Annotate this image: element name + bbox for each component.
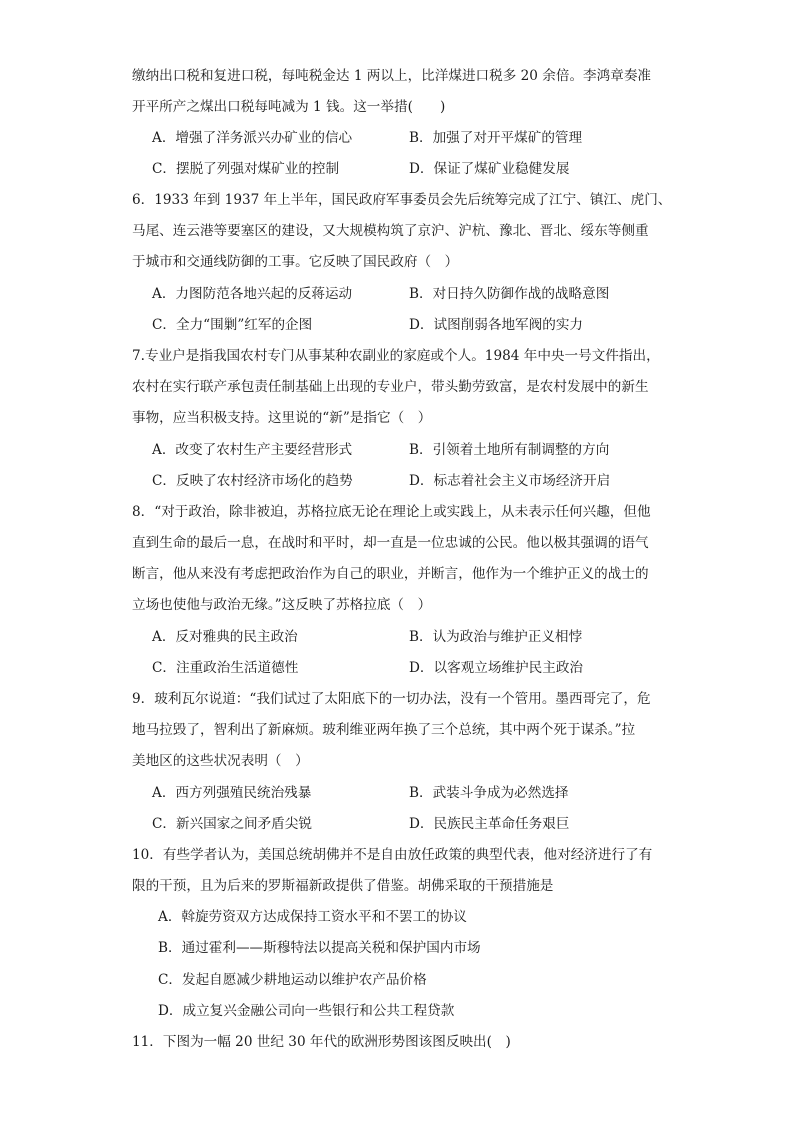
question-5-option-c: C．摆脱了列强对煤矿业的控制: [152, 161, 340, 177]
question-8-option-b: B．认为政治与维护正义相悖: [409, 629, 583, 645]
question-10-option-d: D．成立复兴金融公司向一些银行和公共工程贷款: [158, 1003, 455, 1019]
question-6-text-line: 于城市和交通线防御的工事。它反映了国民政府（ ）: [132, 254, 459, 270]
question-9-option-b: B．武装斗争成为必然选择: [409, 785, 569, 801]
question-10-option-a: A．斡旋劳资双方达成保持工资水平和不罢工的协议: [158, 909, 467, 925]
question-5-option-b: B．加强了对开平煤矿的管理: [409, 130, 583, 146]
question-10-text-line: 限的干预，且为后来的罗斯福新政提供了借鉴。胡佛采取的干预措施是: [132, 878, 554, 894]
question-7-option-c: C．反映了农村经济市场化的趋势: [152, 473, 353, 489]
question-5-text-line: 缴纳出口税和复进口税，每吨税金达 1 两以上，比洋煤进口税多 20 余倍。李鸿章奏准: [132, 68, 652, 84]
question-7-text-line: 事物，应当积极支持。这里说的“新”是指它（ ）: [132, 410, 432, 426]
question-9-text-line: 美地区的这些状况表明（ ）: [132, 753, 309, 769]
question-11-text-line: 11．下图为一幅 20 世纪 30 年代的欧洲形势图该图反映出( ): [132, 1034, 511, 1050]
question-10-text-line: 10．有些学者认为，美国总统胡佛并不是自由放任政策的典型代表，他对经济进行了有: [132, 847, 653, 863]
question-8-text-line: 立场也使他与政治无缘。”这反映了苏格拉底（ ）: [132, 597, 432, 613]
question-9-option-d: D．民族民主革命任务艰巨: [409, 816, 570, 832]
question-6-option-a: A．力图防范各地兴起的反蒋运动: [152, 286, 353, 302]
question-5-option-a: A．增强了洋务派兴办矿业的信心: [152, 130, 353, 146]
question-6-option-c: C．全力“围剿”红军的企图: [152, 317, 313, 333]
question-7-option-a: A．改变了农村生产主要经营形式: [152, 442, 353, 458]
question-9-option-c: C．新兴国家之间矛盾尖锐: [152, 816, 312, 832]
question-10-option-c: C．发起自愿减少耕地运动以维护农产品价格: [158, 972, 427, 988]
question-7-option-d: D．标志着社会主义市场经济开启: [409, 473, 611, 489]
question-7-text-line: 农村在实行联产承包责任制基础上出现的专业户，带头勤劳致富，是农村发展中的新生: [132, 379, 649, 395]
question-6-text-line: 马尾、连云港等要塞区的建设，又大规模构筑了京沪、沪杭、豫北、晋北、绥东等侧重: [132, 223, 649, 239]
question-8-text-line: 直到生命的最后一息，在战时和平时，却一直是一位忠诚的公民。他以极其强调的语气: [132, 535, 649, 551]
question-8-text-line: 断言，他从来没有考虑把政治作为自己的职业，并断言，他作为一个维护正义的战士的: [132, 566, 649, 582]
question-8-option-c: C．注重政治生活道德性: [152, 660, 299, 676]
question-8-option-a: A．反对雅典的民主政治: [152, 629, 298, 645]
question-7-option-b: B．引领着土地所有制调整的方向: [409, 442, 610, 458]
question-10-option-b: B．通过霍利——斯穆特法以提高关税和保护国内市场: [158, 940, 481, 956]
question-8-option-d: D．以客观立场维护民主政治: [409, 660, 584, 676]
question-5-text-line: 开平所产之煤出口税每吨减为 1 钱。这一举措( ): [132, 99, 446, 115]
question-6-text-line: 6．1933 年到 1937 年上半年，国民政府军事委员会先后统筹完成了江宁、镇江、虎门、: [132, 192, 672, 208]
question-6-option-d: D．试图削弱各地军阀的实力: [409, 317, 584, 333]
question-7-text-line: 7.专业户是指我国农村专门从事某种农副业的家庭或个人。1984 年中央一号文件指出，: [132, 348, 660, 364]
question-8-text-line: 8．“对于政治，除非被迫，苏格拉底无论在理论上或实践上，从未表示任何兴趣，但他: [132, 504, 651, 520]
question-6-option-b: B．对日持久防御作战的战略意图: [409, 286, 610, 302]
question-9-option-a: A．西方列强殖民统治残暴: [152, 785, 312, 801]
question-5-option-d: D．保证了煤矿业稳健发展: [409, 161, 570, 177]
question-9-text-line: 地马拉毁了，智利出了新麻烦。玻利维亚两年换了三个总统，其中两个死于谋杀。”拉: [132, 722, 636, 738]
question-9-text-line: 9．玻利瓦尔说道：“我们试过了太阳底下的一切办法，没有一个管用。墨西哥完了，危: [132, 691, 651, 707]
